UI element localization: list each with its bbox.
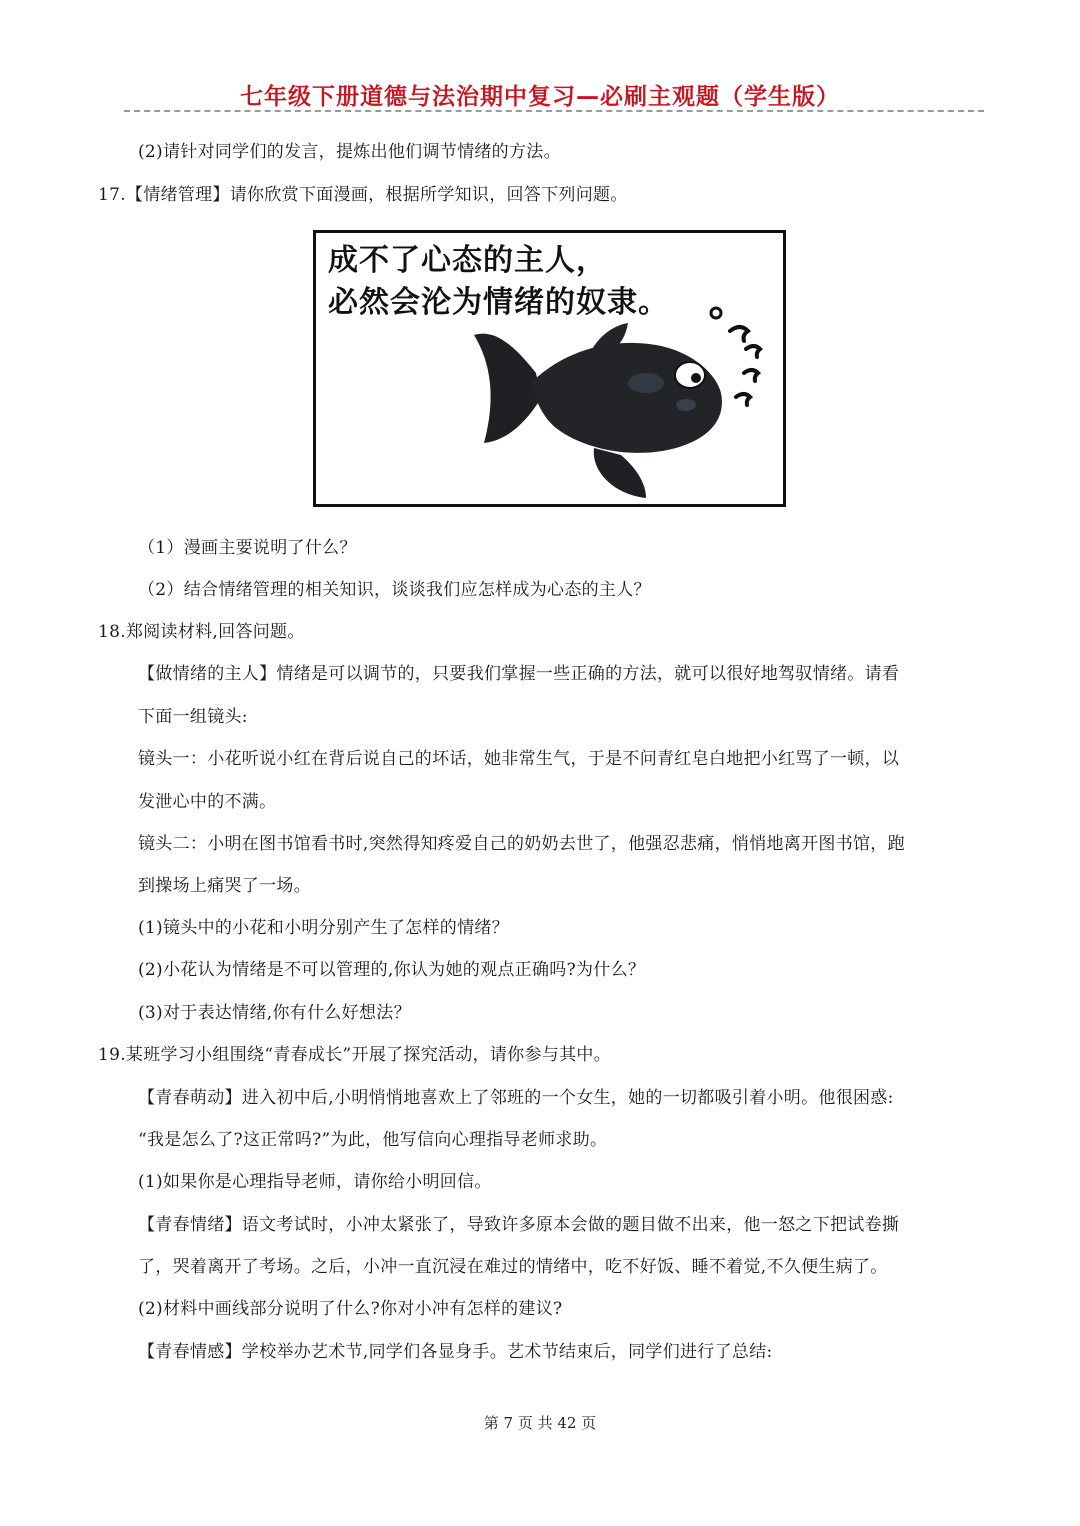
text-line: 下面一组镜头: — [138, 707, 248, 727]
text-line: “我是怎么了?这正常吗?”为此，他写信向心理指导老师求助。 — [138, 1130, 608, 1150]
fish-highlight — [628, 373, 664, 393]
question-19: 19.某班学习小组围绕“青春成长”开展了探究活动，请你参与其中。 — [98, 1045, 612, 1065]
comic-caption-line-1: 成不了心态的主人， — [328, 243, 607, 278]
fish-body — [531, 343, 722, 453]
text-line: (2)材料中画线部分说明了什么?你对小冲有怎样的建议? — [138, 1299, 563, 1319]
question-17: 17.【情绪管理】请你欣赏下面漫画，根据所学知识，回答下列问题。 — [98, 185, 628, 205]
text-line: 镜头二：小明在图书馆看书时,突然得知疼爱自己的奶奶去世了，他强忍悲痛，悄悄地离开图书馆，跑 — [138, 834, 905, 854]
bubble-dot — [711, 308, 721, 318]
text-line: 发泄心中的不满。 — [138, 792, 277, 812]
header-divider — [124, 110, 984, 112]
text-line: (1)如果你是心理指导老师，请你给小明回信。 — [138, 1172, 492, 1192]
text-line: 了，哭着离开了考场。之后，小冲一直沉浸在难过的情绪中，吃不好饭、睡不着觉,不久便生病了。 — [138, 1257, 888, 1277]
fish-tail — [474, 334, 541, 443]
fish-belly-fin — [594, 448, 646, 498]
text-line: 【青春萌动】进入初中后,小明悄悄地喜欢上了邻班的一个女生，她的一切都吸引着小明。他很困惑: — [138, 1088, 894, 1108]
bubble-1 — [730, 327, 748, 341]
text-line: 【青春情绪】语文考试时，小冲太紧张了，导致许多原本会做的题目做不出来，他一怒之下把试卷撕 — [138, 1215, 900, 1235]
text-line: (2)请针对同学们的发言，提炼出他们调节情绪的方法。 — [138, 142, 561, 162]
bubble-2 — [746, 346, 760, 357]
question-18: 18.郑阅读材料,回答问题。 — [98, 622, 305, 642]
text-line: 【做情绪的主人】情绪是可以调节的，只要我们掌握一些正确的方法，就可以很好地驾驭情绪。请看 — [138, 664, 900, 684]
text-line: 【青春情感】学校举办艺术节,同学们各显身手。艺术节结束后，同学们进行了总结: — [138, 1342, 773, 1362]
comic-caption-line-2: 必然会沦为情绪的奴隶。 — [328, 285, 669, 320]
bubble-4 — [736, 394, 750, 405]
bubble-3 — [744, 370, 758, 381]
document-title: 七年级下册道德与法治期中复习—必刷主观题（学生版） — [240, 84, 840, 110]
text-line: (1)镜头中的小花和小明分别产生了怎样的情绪？ — [138, 918, 509, 938]
text-line: (2)小花认为情绪是不可以管理的,你认为她的观点正确吗?为什么？ — [138, 960, 646, 980]
fish-eye — [675, 362, 705, 388]
text-line: （2）结合情绪管理的相关知识，谈谈我们应怎样成为心态的主人？ — [138, 580, 651, 600]
comic-panel — [313, 230, 786, 507]
text-line: 镜头一：小花听说小红在背后说自己的坏话，她非常生气，于是不问青红皂白地把小红骂了一顿，以 — [138, 749, 900, 769]
text-line: 到操场上痛哭了一场。 — [138, 876, 311, 896]
text-line: (3)对于表达情绪,你有什么好想法？ — [138, 1003, 411, 1023]
fish-pupil — [691, 373, 701, 383]
page-number: 第 7 页 共 42 页 — [483, 1414, 597, 1432]
fish-illustration — [316, 233, 783, 504]
text-line: （1）漫画主要说明了什么？ — [138, 538, 357, 558]
